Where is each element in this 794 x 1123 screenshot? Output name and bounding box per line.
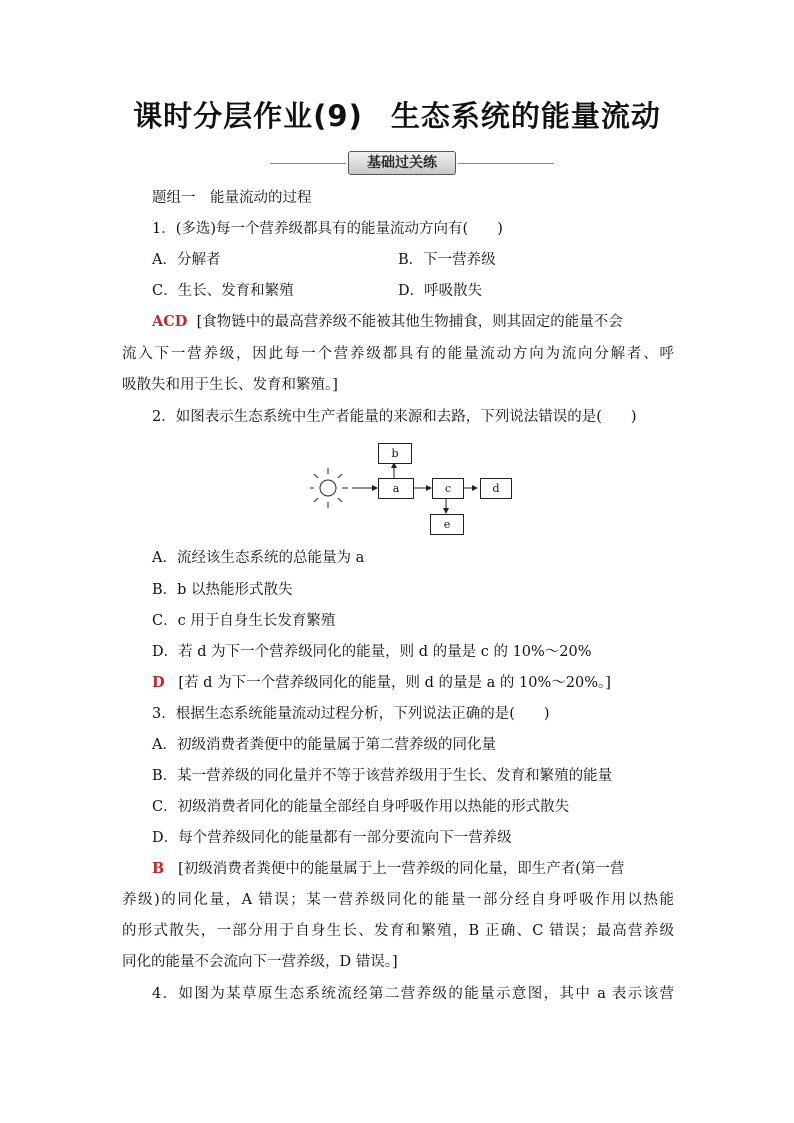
section-tag: 基础过关练 [348, 151, 456, 175]
section-banner [270, 151, 554, 177]
q3-option-a: A．初级消费者粪便中的能量属于第二营养级的同化量 [152, 737, 496, 753]
q2-option-b: B．b 以热能形式散失 [152, 582, 293, 598]
q1-explain-line3: 吸散失和用于生长、发育和繁殖。] [122, 377, 338, 393]
q3-explain-line4: 同化的能量不会流向下一营养级，D 错误。] [122, 954, 398, 970]
q2-answer: D [152, 674, 165, 691]
group-label: 题组一 能量流动的过程 [152, 190, 312, 206]
q1-option-c: C．生长、发育和繁殖 [152, 283, 294, 299]
q2-option-d: D．若 d 为下一个营养级同化的能量，则 d 的量是 c 的 10%～20% [152, 644, 592, 660]
title-part1: 课时分层作业(9) [133, 99, 363, 133]
diagram-box-c: c [432, 478, 464, 499]
q1-explain-line1: [食物链中的最高营养级不能被其他生物捕食，则其固定的能量不会 [196, 314, 623, 330]
banner-line-right [458, 163, 554, 164]
q2-option-c: C．c 用于自身生长发育繁殖 [152, 613, 336, 629]
q3-explain-line2: 养级)的同化量，A 错误；某一营养级同化的能量一部分经自身呼吸作用以热能 [122, 892, 674, 908]
energy-flow-diagram [310, 440, 520, 540]
q1-answer-line [152, 312, 623, 332]
q3-option-c: C．初级消费者同化的能量全部经自身呼吸作用以热能的形式散失 [152, 799, 570, 815]
diagram-box-b: b [378, 443, 412, 464]
q1-answer: ACD [152, 313, 188, 330]
banner-line-left [270, 163, 346, 164]
q2-answer-line [152, 673, 611, 693]
q3-option-b: B．某一营养级的同化量并不等于该营养级用于生长、发育和繁殖的能量 [152, 768, 613, 784]
q1-stem: 1．(多选)每一个营养级都具有的能量流动方向有( ) [152, 221, 503, 237]
q2-stem: 2．如图表示生态系统中生产者能量的来源和去路，下列说法错误的是( ) [152, 409, 637, 425]
q4-stem: 4．如图为某草原生态系统流经第二营养级的能量示意图，其中 a 表示该营 [152, 986, 674, 1002]
diagram-box-e: e [430, 514, 464, 535]
q1-option-b: B．下一营养级 [398, 252, 496, 268]
title-part2: 生态系统的能量流动 [390, 99, 661, 133]
q1-option-a: A．分解者 [152, 252, 221, 268]
page-title [0, 94, 794, 135]
q3-stem: 3．根据生态系统能量流动过程分析，下列说法正确的是( ) [152, 706, 550, 722]
diagram-box-a: a [378, 478, 414, 499]
q2-option-a: A．流经该生态系统的总能量为 a [152, 550, 365, 566]
q3-explain-line3: 的形式散失，一部分用于自身生长、发育和繁殖，B 正确、C 错误；最高营养级 [122, 923, 674, 939]
q3-answer: B [152, 860, 165, 877]
q1-explain-line2: 流入下一营养级，因此每一个营养级都具有的能量流动方向为流向分解者、呼 [122, 346, 674, 362]
q3-answer-line [152, 859, 624, 879]
q1-option-d: D．呼吸散失 [398, 283, 483, 299]
q3-explain-line1: [初级消费者粪便中的能量属于上一营养级的同化量，即生产者(第一营 [178, 861, 625, 877]
q3-option-d: D．每个营养级同化的能量都有一部分要流向下一营养级 [152, 830, 512, 846]
q2-explain: [若 d 为下一个营养级同化的能量，则 d 的量是 a 的 10%～20%。] [178, 675, 611, 691]
diagram-box-d: d [480, 478, 512, 499]
